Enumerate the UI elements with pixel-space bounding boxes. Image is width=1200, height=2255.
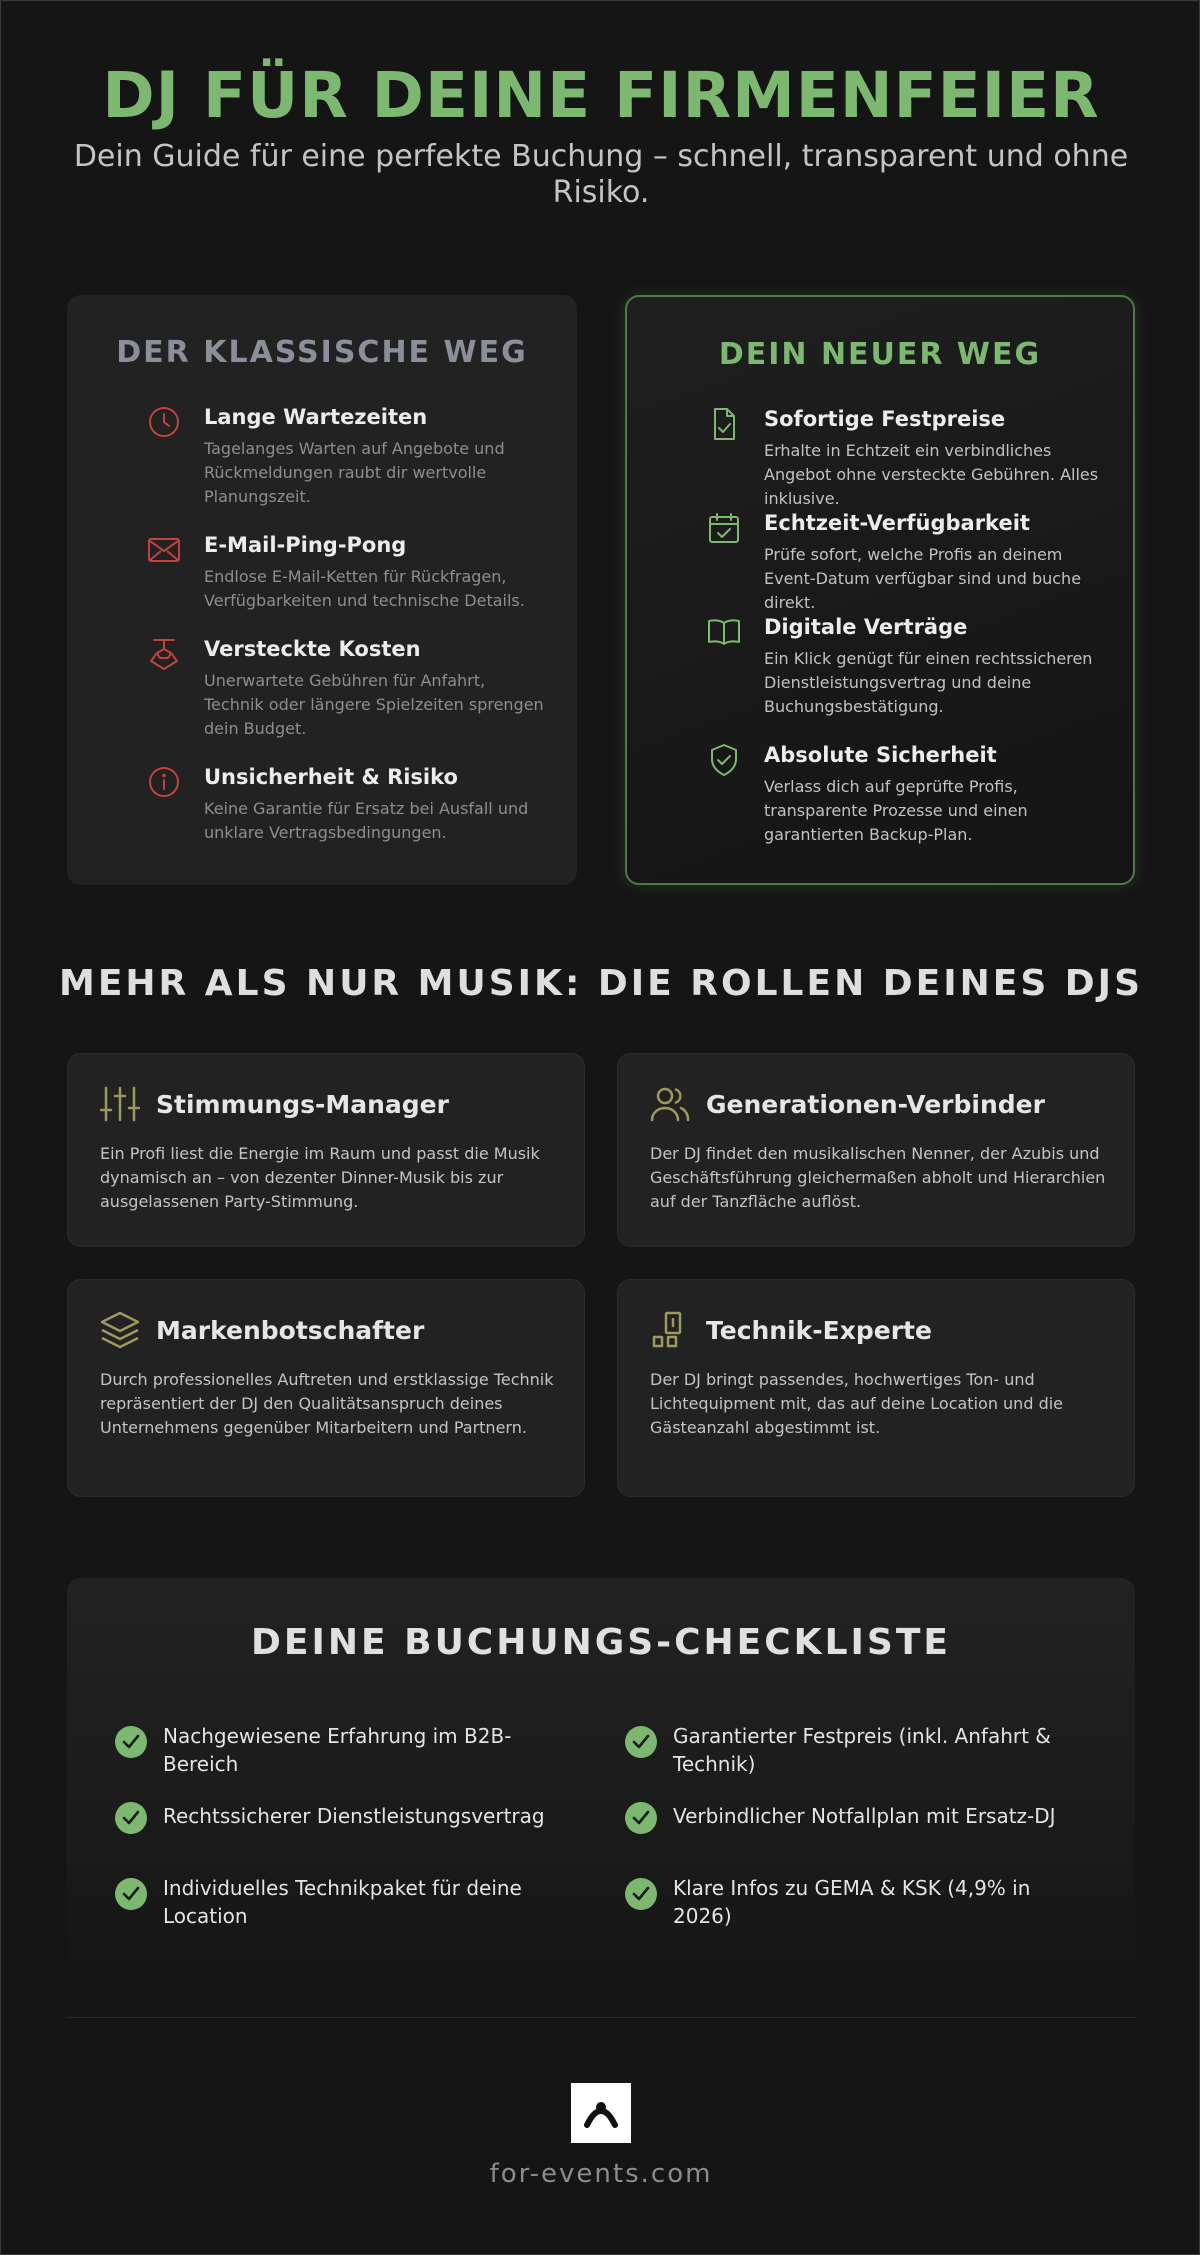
new-way-item-title: Echtzeit-Verfügbarkeit xyxy=(764,511,1030,535)
envelope-x-icon xyxy=(147,533,181,567)
check-circle-icon xyxy=(115,1878,147,1910)
info-circle-icon xyxy=(147,765,181,799)
new-way-item-text: Ein Klick genügt für einen rechtssicheren Dienstleistungsvertrag und deine Buchungsbestätigung. xyxy=(764,649,1093,716)
roles-section-title: MEHR ALS NUR MUSIK: DIE ROLLEN DEINES DJS xyxy=(59,963,1143,1004)
role-card xyxy=(617,1279,1135,1497)
classic-item-title: Unsicherheit & Risiko xyxy=(204,765,458,789)
check-circle-icon xyxy=(625,1802,657,1834)
checklist-title: DEINE BUCHUNGS-CHECKLISTE xyxy=(251,1622,951,1663)
users-icon xyxy=(650,1084,690,1124)
role-title: Generationen-Verbinder xyxy=(706,1090,1045,1119)
role-title: Stimmungs-Manager xyxy=(156,1090,449,1119)
footer-site-link[interactable]: for-events.com xyxy=(489,2159,713,2189)
role-text: Ein Profi liest die Energie im Raum und passt die Musik dynamisch an – von dezenter Dinner-Musik bis zur ausgelassenen Party-Stimmung. xyxy=(100,1144,540,1211)
checklist-item-text: Individuelles Technikpaket für deine Location xyxy=(163,1876,522,1928)
classic-item-title: Lange Wartezeiten xyxy=(204,405,428,429)
new-way-item-title: Digitale Verträge xyxy=(764,615,968,639)
check-circle-icon xyxy=(115,1726,147,1758)
checklist-item-text: Klare Infos zu GEMA & KSK (4,9% in 2026) xyxy=(673,1876,1031,1928)
booking-checklist xyxy=(67,1578,1135,1978)
document-check-icon xyxy=(707,407,741,441)
new-way-item-title: Sofortige Festpreise xyxy=(764,407,1006,431)
checklist-item-text: Nachgewiesene Erfahrung im B2B-Bereich xyxy=(163,1724,512,1776)
role-card xyxy=(617,1053,1135,1247)
clock-icon xyxy=(147,405,181,439)
check-circle-icon xyxy=(625,1726,657,1758)
new-way-item-title: Absolute Sicherheit xyxy=(764,743,997,767)
classic-item-title: E-Mail-Ping-Pong xyxy=(204,533,407,557)
calendar-check-icon xyxy=(707,511,741,545)
new-way-item-text: Erhalte in Echtzeit ein verbindliches Angebot ohne versteckte Gebühren. Alles inklusive. xyxy=(764,441,1099,508)
new-way-item-text: Verlass dich auf geprüfte Profis, transparente Prozesse und einen garantierten Backup-Plan. xyxy=(764,777,1028,844)
check-circle-icon xyxy=(115,1802,147,1834)
check-circle-icon xyxy=(625,1878,657,1910)
checklist-item-text: Rechtssicherer Dienstleistungsvertrag xyxy=(163,1804,545,1828)
shield-check-icon xyxy=(707,743,741,777)
role-card xyxy=(67,1053,585,1247)
classic-item-text: Keine Garantie für Ersatz bei Ausfall und unklare Vertragsbedingungen. xyxy=(204,799,529,842)
role-title: Technik-Experte xyxy=(706,1316,932,1345)
checklist-item-text: Verbindlicher Notfallplan mit Ersatz-DJ xyxy=(673,1804,1056,1828)
role-card xyxy=(67,1279,585,1497)
page-title: DJ FÜR DEINE FIRMENFEIER xyxy=(102,59,1100,132)
page-subtitle: Dein Guide für eine perfekte Buchung – schnell, transparent und ohne Risiko. xyxy=(73,139,1129,210)
role-title: Markenbotschafter xyxy=(156,1316,425,1345)
new-way-title: DEIN NEUER WEG xyxy=(718,337,1042,372)
trap-icon xyxy=(147,637,181,671)
classic-item-text: Endlose E-Mail-Ketten für Rückfragen, Verfügbarkeiten und technische Details. xyxy=(204,567,525,610)
brand-logo[interactable] xyxy=(571,2083,631,2143)
classic-item-text: Unerwartete Gebühren für Anfahrt, Technik oder längere Spielzeiten sprengen dein Budget. xyxy=(204,671,544,738)
footer-divider xyxy=(67,2017,1135,2018)
role-text: Der DJ findet den musikalischen Nenner, der Azubis und Geschäftsführung gleichermaßen abholt und Hierarchien auf der Tanzfläche auflöst. xyxy=(650,1144,1106,1211)
classic-way-card xyxy=(67,295,577,885)
role-text: Durch professionelles Auftreten und erstklassige Technik repräsentiert der DJ den Qualitätsanspruch deines Unternehmens gegenüber Mitarbeitern und Partnern. xyxy=(100,1370,554,1437)
role-text: Der DJ bringt passendes, hochwertiges Ton- und Lichtequipment mit, das auf deine Location und die Gästeanzahl abgestimmt ist. xyxy=(650,1370,1064,1437)
open-book-icon xyxy=(707,615,741,649)
layers-icon xyxy=(100,1310,140,1350)
classic-way-title: DER KLASSISCHE WEG xyxy=(116,335,528,370)
classic-item-title: Versteckte Kosten xyxy=(204,637,421,661)
checklist-item-text: Garantierter Festpreis (inkl. Anfahrt & Technik) xyxy=(673,1724,1051,1776)
sliders-icon xyxy=(100,1084,140,1124)
new-way-card xyxy=(625,295,1135,885)
classic-item-text: Tagelanges Warten auf Angebote und Rückmeldungen raubt dir wertvolle Planungszeit. xyxy=(204,439,505,506)
speaker-icon xyxy=(650,1310,690,1350)
new-way-item-text: Prüfe sofort, welche Profis an deinem Event-Datum verfügbar sind und buche direkt. xyxy=(764,545,1082,612)
